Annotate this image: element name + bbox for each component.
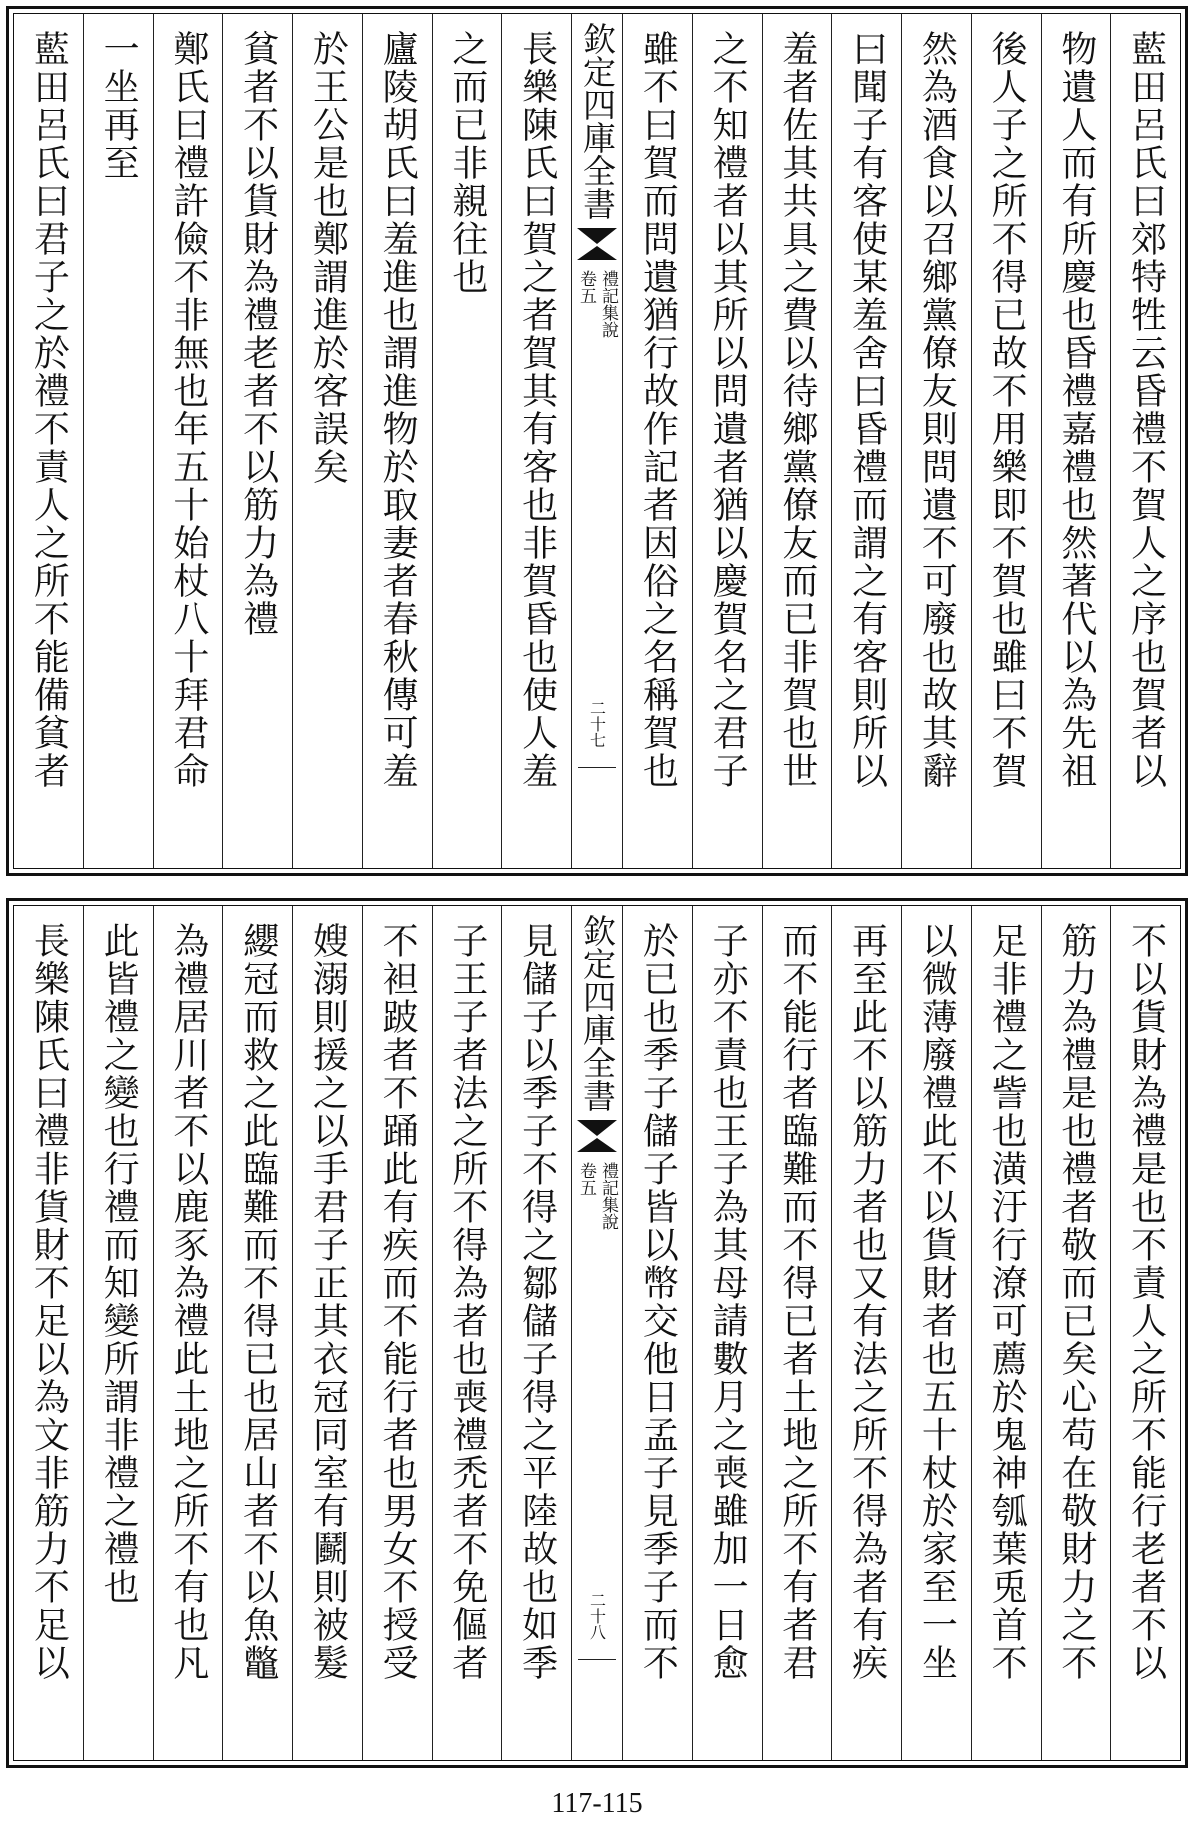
text-column: 之不知禮者以其所以問遺者猶以慶賀名之君子: [692, 14, 762, 868]
leaf-number: 二十八: [587, 1592, 607, 1640]
book-title: 欽定四庫全書: [578, 22, 617, 220]
fold-rule: [578, 767, 616, 768]
fold-caption: [576, 1162, 618, 1230]
text-column: 長樂陳氏曰禮非貨財不足以為文非筋力不足以: [28, 922, 70, 1682]
fish-tail-mark-icon: [577, 228, 617, 244]
text-column: 後人子之所不得已故不用樂即不賀也雖曰不賀: [971, 14, 1041, 868]
page-number: 117-115: [551, 1788, 643, 1819]
top-leaf: [6, 6, 1188, 876]
text-column: 為禮居川者不以鹿豕為禮此土地之所不有也凡: [153, 906, 223, 1760]
leaf-number: 二十七: [587, 700, 607, 748]
text-column: 纓冠而救之此臨難而不得已也居山者不以魚鼈: [222, 906, 292, 1760]
text-column: 物遺人而有所慶也昏禮嘉禮也然著代以為先祖: [1041, 14, 1111, 868]
text-column: 之而已非親往也: [432, 14, 502, 868]
center-fold: [571, 906, 622, 1760]
volume-label: 卷五: [576, 270, 596, 304]
text-column: 再至此不以筋力者也又有法之所不得為者有疾: [831, 906, 901, 1760]
text-column: 於王公是也鄭謂進於客誤矣: [292, 14, 362, 868]
bottom-leaf-frame: [13, 905, 1181, 1761]
fish-tail-mark-icon: [577, 1120, 617, 1136]
text-column: 藍田呂氏曰郊特牲云昏禮不賀人之序也賀者以: [1110, 14, 1180, 868]
book-name: 禮記集說: [598, 1162, 618, 1230]
text-column: 廬陵胡氏曰羞進也謂進物於取妻者春秋傳可羞: [362, 14, 432, 868]
text-column: 長樂陳氏曰賀之者賀其有客也非賀昏也使人羞: [501, 14, 571, 868]
fish-tail-mark-lower-icon: [577, 246, 617, 260]
volume-label: 卷五: [576, 1162, 596, 1196]
text-column: 不袒跛者不踊此有疾而不能行者也男女不授受: [362, 906, 432, 1760]
text-column: 而不能行者臨難而不得已者土地之所不有者君: [762, 906, 832, 1760]
text-column: 一坐再至: [83, 14, 153, 868]
bottom-leaf: [6, 898, 1188, 1768]
text-column: 足非禮之訾也潢汙行潦可薦於鬼神瓠葉兎首不: [971, 906, 1041, 1760]
text-column: 以微薄廢禮此不以貨財者也五十杖於家至一坐: [901, 906, 971, 1760]
book-name: 禮記集說: [598, 270, 618, 338]
text-column: 貧者不以貨財為禮老者不以筋力為禮: [222, 14, 292, 868]
text-column: 不以貨財為禮是也不責人之所不能行老者不以: [1110, 906, 1180, 1760]
text-column: 此皆禮之變也行禮而知變所謂非禮之禮也: [83, 906, 153, 1760]
text-column: 嫂溺則援之以手君子正其衣冠同室有鬬則被髮: [292, 906, 362, 1760]
text-column: 雖不曰賀而問遺猶行故作記者因俗之名稱賀也: [622, 14, 692, 868]
text-column: 藍田呂氏曰君子之於禮不責人之所不能備貧者: [28, 30, 70, 790]
text-column: 於已也季子儲子皆以幣交他日孟子見季子而不: [622, 906, 692, 1760]
text-column: 筋力為禮是也禮者敬而已矣心苟在敬財力之不: [1041, 906, 1111, 1760]
text-column: 羞者佐其共具之費以待鄉黨僚友而已非賀也世: [762, 14, 832, 868]
text-column: 曰聞子有客使某羞舍曰昏禮而謂之有客則所以: [831, 14, 901, 868]
fold-caption: [576, 270, 618, 338]
book-title: 欽定四庫全書: [578, 914, 617, 1112]
fish-tail-mark-lower-icon: [577, 1138, 617, 1152]
text-column: 然為酒食以召鄉黨僚友則問遺不可廢也故其辭: [901, 14, 971, 868]
fold-rule: [578, 1659, 616, 1660]
top-leaf-frame: [13, 13, 1181, 869]
text-column: 子亦不責也王子為其母請數月之喪雖加一日愈: [692, 906, 762, 1760]
text-column: 子王子者法之所不得為者也喪禮禿者不免傴者: [432, 906, 502, 1760]
text-column: 鄭氏曰禮許儉不非無也年五十始杖八十拜君命: [153, 14, 223, 868]
text-column: 見儲子以季子不得之鄒儲子得之平陸故也如季: [501, 906, 571, 1760]
center-fold: [571, 14, 622, 868]
